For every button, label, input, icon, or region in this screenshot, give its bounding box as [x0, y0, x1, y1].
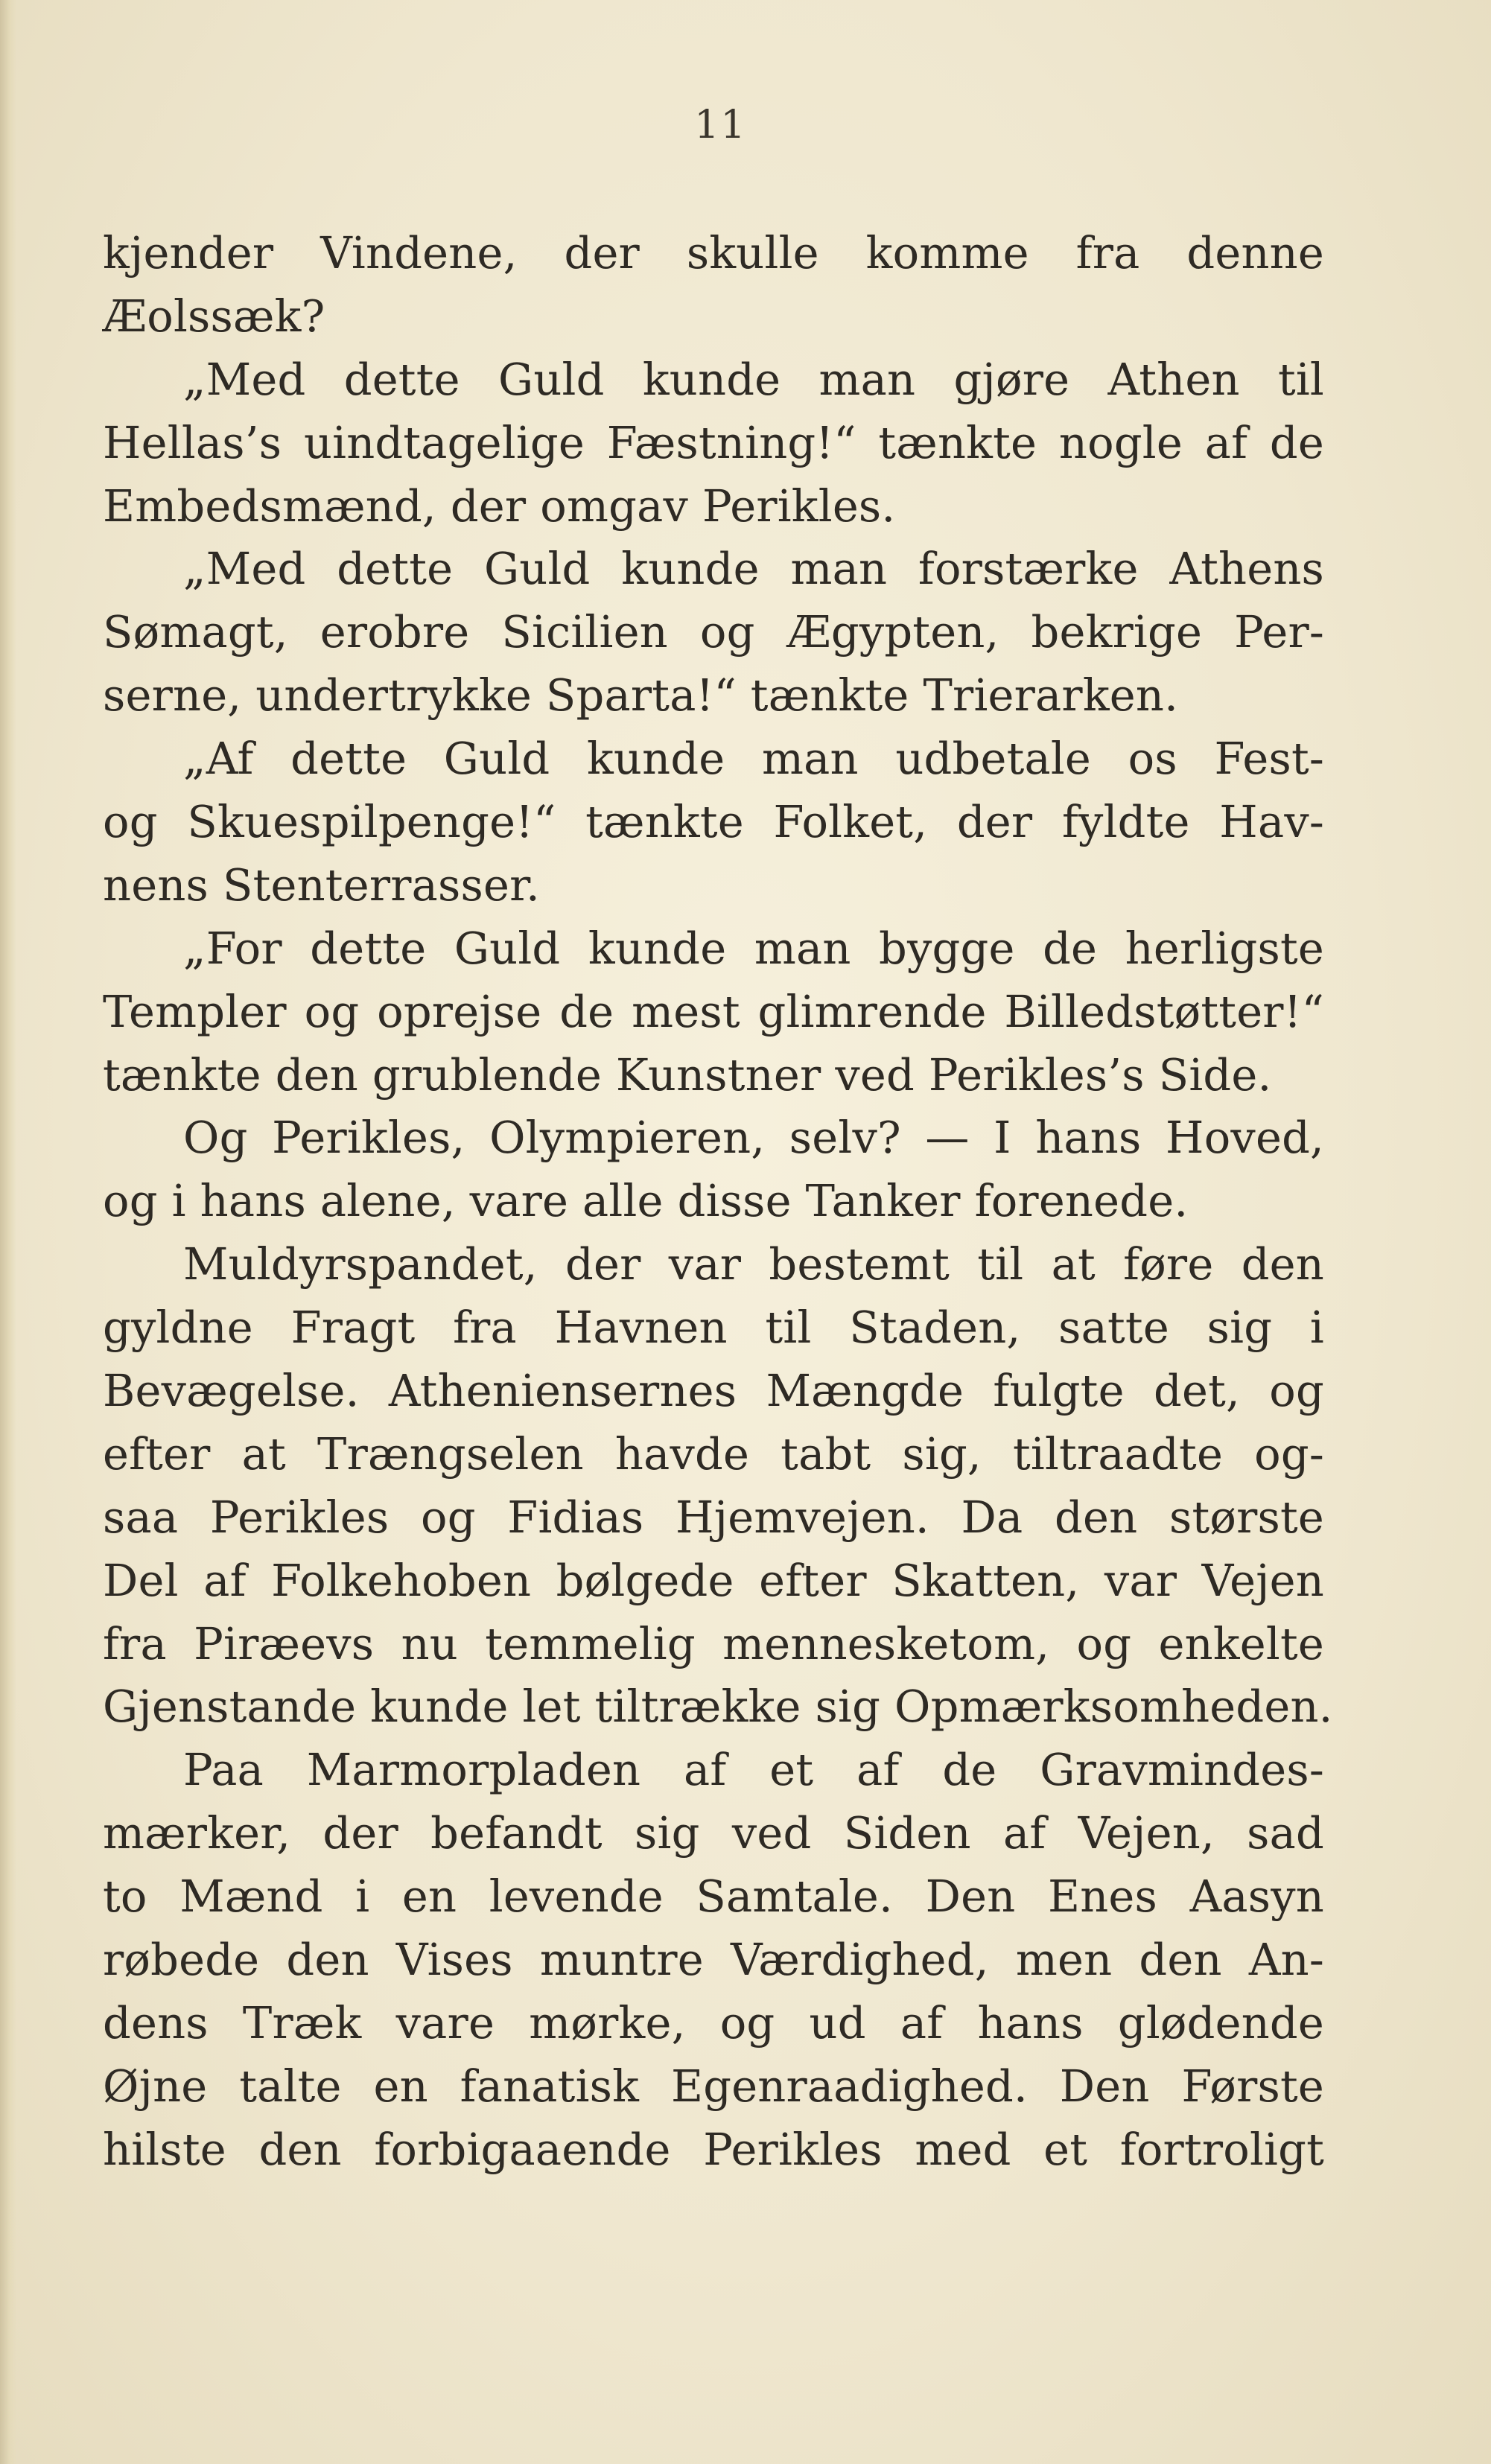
text-line: „Med dette Guld kunde man forstærke Athens: [183, 543, 1324, 595]
text-line: Paa Marmorpladen af et af de Gravmindes-: [183, 1744, 1324, 1796]
text-line: Øjne talte en fanatisk Egenraadighed. Den Første: [103, 2060, 1324, 2112]
text-line: to Mænd i en levende Samtale. Den Enes Aasyn: [103, 1871, 1324, 1923]
body-text: [103, 222, 1333, 2182]
text-line: „Af dette Guld kunde man udbetale os Fest-: [183, 733, 1324, 785]
page-edge-shadow: [0, 0, 16, 2464]
text-line: gyldne Fragt fra Havnen til Staden, satte sig i: [103, 1302, 1324, 1354]
text-line: og i hans alene, vare alle disse Tanker forenede.: [103, 1175, 1189, 1227]
text-line: saa Perikles og Fidias Hjemvejen. Da den største: [103, 1491, 1324, 1543]
text-line: Muldyrspandet, der var bestemt til at føre den: [183, 1238, 1324, 1290]
text-line: mærker, der befandt sig ved Siden af Vejen, sad: [103, 1807, 1324, 1859]
text-line: „For dette Guld kunde man bygge de herligste: [183, 922, 1324, 974]
text-line: dens Træk vare mørke, og ud af hans glødende: [103, 1996, 1324, 2048]
text-line: Gjenstande kunde let tiltrække sig Opmærksomheden.: [103, 1681, 1333, 1733]
text-line: Bevægelse. Atheniensernes Mængde fulgte det, og: [103, 1365, 1324, 1417]
text-line: hilste den forbigaaende Perikles med et fortroligt: [103, 2123, 1324, 2175]
text-line: Hellas’s uindtagelige Fæstning!“ tænkte nogle af de: [103, 416, 1324, 468]
text-line: nens Stenterrasser.: [103, 859, 540, 911]
text-line: Sømagt, erobre Sicilien og Ægypten, bekrige Per-: [103, 606, 1324, 658]
text-line: Del af Folkehoben bølgede efter Skatten, var Vejen: [103, 1554, 1324, 1606]
page-number: 11: [694, 103, 747, 147]
text-line: Embedsmænd, der omgav Perikles.: [103, 480, 896, 532]
text-line: og Skuespilpenge!“ tænkte Folket, der fyldte Hav-: [103, 796, 1324, 848]
text-line: Æolssæk?: [103, 290, 325, 342]
text-line: efter at Trængselen havde tabt sig, tiltraadte og-: [103, 1427, 1324, 1480]
text-line: kjender Vindene, der skulle komme fra denne: [103, 227, 1324, 278]
text-line: røbede den Vises muntre Værdighed, men den An-: [103, 1934, 1324, 1986]
text-line: Og Perikles, Olympieren, selv? — I hans Hoved,: [183, 1112, 1324, 1164]
text-line: tænkte den grublende Kunstner ved Perikles’s Side.: [103, 1048, 1272, 1101]
text-line: Templer og oprejse de mest glimrende Billedstøtter!“: [103, 985, 1324, 1037]
text-line: fra Piræevs nu temmelig mennesketom, og enkelte: [103, 1617, 1324, 1669]
text-line: „Med dette Guld kunde man gjøre Athen til: [183, 353, 1324, 405]
text-line: serne, undertrykke Sparta!“ tænkte Trierarken.: [103, 669, 1179, 722]
